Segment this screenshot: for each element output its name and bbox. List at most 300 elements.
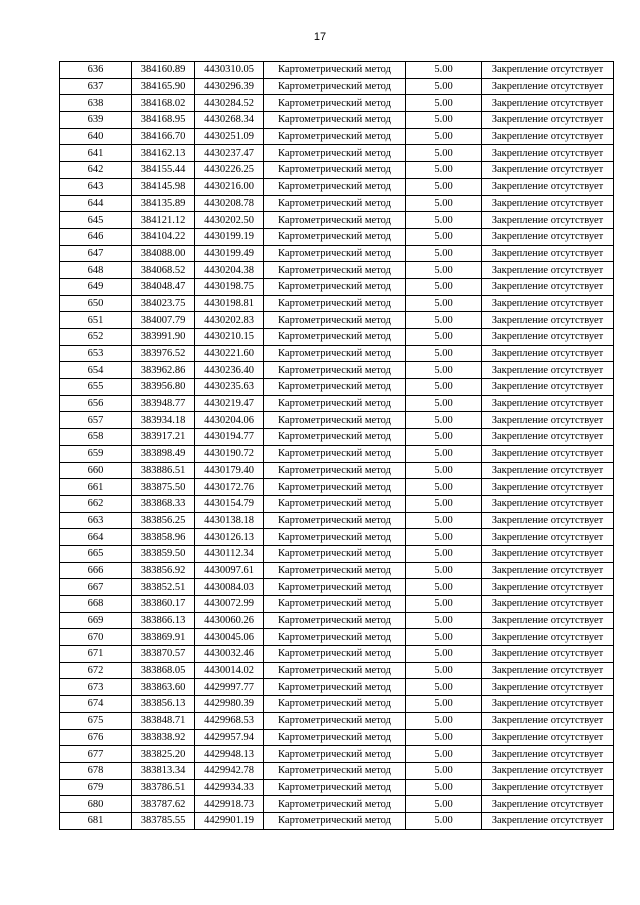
table-row — [60, 662, 614, 679]
method-cell: Картометрический метод — [264, 295, 406, 312]
method-cell: Картометрический метод — [264, 95, 406, 112]
table-row — [60, 212, 614, 229]
point-number-cell: 641 — [60, 145, 132, 162]
x-coordinate-cell: 384088.00 — [132, 245, 195, 262]
y-coordinate-cell: 4430060.26 — [195, 612, 264, 629]
x-coordinate-cell: 383868.33 — [132, 495, 195, 512]
fixation-cell: Закрепление отсутствует — [482, 612, 614, 629]
x-coordinate-cell: 384162.13 — [132, 145, 195, 162]
fixation-cell: Закрепление отсутствует — [482, 262, 614, 279]
fixation-cell: Закрепление отсутствует — [482, 495, 614, 512]
fixation-cell: Закрепление отсутствует — [482, 696, 614, 713]
x-coordinate-cell: 383898.49 — [132, 445, 195, 462]
fixation-cell: Закрепление отсутствует — [482, 545, 614, 562]
point-number-cell: 670 — [60, 629, 132, 646]
x-coordinate-cell: 383917.21 — [132, 429, 195, 446]
y-coordinate-cell: 4430235.63 — [195, 379, 264, 396]
method-cell: Картометрический метод — [264, 629, 406, 646]
fixation-cell: Закрепление отсутствует — [482, 345, 614, 362]
accuracy-cell: 5.00 — [406, 545, 482, 562]
y-coordinate-cell: 4430154.79 — [195, 495, 264, 512]
accuracy-cell: 5.00 — [406, 796, 482, 813]
point-number-cell: 678 — [60, 762, 132, 779]
point-number-cell: 648 — [60, 262, 132, 279]
table-row — [60, 162, 614, 179]
x-coordinate-cell: 383869.91 — [132, 629, 195, 646]
y-coordinate-cell: 4430226.25 — [195, 162, 264, 179]
point-number-cell: 658 — [60, 429, 132, 446]
fixation-cell: Закрепление отсутствует — [482, 679, 614, 696]
table-row — [60, 395, 614, 412]
y-coordinate-cell: 4430310.05 — [195, 62, 264, 79]
y-coordinate-cell: 4430194.77 — [195, 429, 264, 446]
x-coordinate-cell: 383948.77 — [132, 395, 195, 412]
coordinates-table — [59, 61, 614, 830]
x-coordinate-cell: 384166.70 — [132, 128, 195, 145]
point-number-cell: 667 — [60, 579, 132, 596]
x-coordinate-cell: 383886.51 — [132, 462, 195, 479]
method-cell: Картометрический метод — [264, 228, 406, 245]
y-coordinate-cell: 4430204.06 — [195, 412, 264, 429]
method-cell: Картометрический метод — [264, 429, 406, 446]
method-cell: Картометрический метод — [264, 495, 406, 512]
accuracy-cell: 5.00 — [406, 512, 482, 529]
method-cell: Картометрический метод — [264, 312, 406, 329]
x-coordinate-cell: 383934.18 — [132, 412, 195, 429]
method-cell: Картометрический метод — [264, 278, 406, 295]
accuracy-cell: 5.00 — [406, 679, 482, 696]
table-row — [60, 312, 614, 329]
y-coordinate-cell: 4430237.47 — [195, 145, 264, 162]
y-coordinate-cell: 4429948.13 — [195, 746, 264, 763]
point-number-cell: 650 — [60, 295, 132, 312]
fixation-cell: Закрепление отсутствует — [482, 746, 614, 763]
accuracy-cell: 5.00 — [406, 462, 482, 479]
fixation-cell: Закрепление отсутствует — [482, 445, 614, 462]
table-row — [60, 529, 614, 546]
table-row — [60, 495, 614, 512]
point-number-cell: 679 — [60, 779, 132, 796]
method-cell: Картометрический метод — [264, 779, 406, 796]
x-coordinate-cell: 384168.02 — [132, 95, 195, 112]
method-cell: Картометрический метод — [264, 529, 406, 546]
x-coordinate-cell: 384007.79 — [132, 312, 195, 329]
method-cell: Картометрический метод — [264, 662, 406, 679]
x-coordinate-cell: 383875.50 — [132, 479, 195, 496]
accuracy-cell: 5.00 — [406, 245, 482, 262]
y-coordinate-cell: 4430198.75 — [195, 278, 264, 295]
point-number-cell: 657 — [60, 412, 132, 429]
fixation-cell: Закрепление отсутствует — [482, 646, 614, 663]
x-coordinate-cell: 383856.13 — [132, 696, 195, 713]
method-cell: Картометрический метод — [264, 479, 406, 496]
method-cell: Картометрический метод — [264, 379, 406, 396]
y-coordinate-cell: 4429957.94 — [195, 729, 264, 746]
table-row — [60, 95, 614, 112]
method-cell: Картометрический метод — [264, 596, 406, 613]
point-number-cell: 644 — [60, 195, 132, 212]
y-coordinate-cell: 4430198.81 — [195, 295, 264, 312]
x-coordinate-cell: 383856.25 — [132, 512, 195, 529]
table-row — [60, 612, 614, 629]
method-cell: Картометрический метод — [264, 562, 406, 579]
table-row — [60, 462, 614, 479]
point-number-cell: 676 — [60, 729, 132, 746]
y-coordinate-cell: 4430236.40 — [195, 362, 264, 379]
y-coordinate-cell: 4429968.53 — [195, 712, 264, 729]
method-cell: Картометрический метод — [264, 545, 406, 562]
table-row — [60, 195, 614, 212]
table-row — [60, 629, 614, 646]
x-coordinate-cell: 383856.92 — [132, 562, 195, 579]
point-number-cell: 668 — [60, 596, 132, 613]
x-coordinate-cell: 383863.60 — [132, 679, 195, 696]
fixation-cell: Закрепление отсутствует — [482, 278, 614, 295]
y-coordinate-cell: 4430208.78 — [195, 195, 264, 212]
point-number-cell: 640 — [60, 128, 132, 145]
fixation-cell: Закрепление отсутствует — [482, 112, 614, 129]
accuracy-cell: 5.00 — [406, 345, 482, 362]
accuracy-cell: 5.00 — [406, 445, 482, 462]
table-row — [60, 245, 614, 262]
y-coordinate-cell: 4430172.76 — [195, 479, 264, 496]
y-coordinate-cell: 4430216.00 — [195, 178, 264, 195]
x-coordinate-cell: 384165.90 — [132, 78, 195, 95]
method-cell: Картометрический метод — [264, 195, 406, 212]
x-coordinate-cell: 383868.05 — [132, 662, 195, 679]
y-coordinate-cell: 4430221.60 — [195, 345, 264, 362]
point-number-cell: 681 — [60, 812, 132, 829]
accuracy-cell: 5.00 — [406, 195, 482, 212]
y-coordinate-cell: 4430032.46 — [195, 646, 264, 663]
fixation-cell: Закрепление отсутствует — [482, 62, 614, 79]
point-number-cell: 677 — [60, 746, 132, 763]
method-cell: Картометрический метод — [264, 112, 406, 129]
accuracy-cell: 5.00 — [406, 479, 482, 496]
fixation-cell: Закрепление отсутствует — [482, 662, 614, 679]
method-cell: Картометрический метод — [264, 445, 406, 462]
x-coordinate-cell: 383956.80 — [132, 379, 195, 396]
table-row — [60, 62, 614, 79]
y-coordinate-cell: 4430219.47 — [195, 395, 264, 412]
accuracy-cell: 5.00 — [406, 712, 482, 729]
method-cell: Картометрический метод — [264, 579, 406, 596]
fixation-cell: Закрепление отсутствует — [482, 379, 614, 396]
point-number-cell: 671 — [60, 646, 132, 663]
point-number-cell: 646 — [60, 228, 132, 245]
x-coordinate-cell: 384104.22 — [132, 228, 195, 245]
y-coordinate-cell: 4430251.09 — [195, 128, 264, 145]
fixation-cell: Закрепление отсутствует — [482, 562, 614, 579]
x-coordinate-cell: 384135.89 — [132, 195, 195, 212]
x-coordinate-cell: 384048.47 — [132, 278, 195, 295]
table-row — [60, 128, 614, 145]
table-row — [60, 646, 614, 663]
fixation-cell: Закрепление отсутствует — [482, 195, 614, 212]
accuracy-cell: 5.00 — [406, 262, 482, 279]
table-row — [60, 712, 614, 729]
method-cell: Картометрический метод — [264, 245, 406, 262]
x-coordinate-cell: 383848.71 — [132, 712, 195, 729]
fixation-cell: Закрепление отсутствует — [482, 312, 614, 329]
method-cell: Картометрический метод — [264, 262, 406, 279]
y-coordinate-cell: 4429918.73 — [195, 796, 264, 813]
x-coordinate-cell: 383870.57 — [132, 646, 195, 663]
x-coordinate-cell: 383785.55 — [132, 812, 195, 829]
point-number-cell: 654 — [60, 362, 132, 379]
accuracy-cell: 5.00 — [406, 579, 482, 596]
point-number-cell: 673 — [60, 679, 132, 696]
method-cell: Картометрический метод — [264, 395, 406, 412]
point-number-cell: 636 — [60, 62, 132, 79]
method-cell: Картометрический метод — [264, 345, 406, 362]
table-row — [60, 329, 614, 346]
fixation-cell: Закрепление отсутствует — [482, 762, 614, 779]
fixation-cell: Закрепление отсутствует — [482, 128, 614, 145]
x-coordinate-cell: 383859.50 — [132, 545, 195, 562]
fixation-cell: Закрепление отсутствует — [482, 178, 614, 195]
fixation-cell: Закрепление отсутствует — [482, 95, 614, 112]
method-cell: Картометрический метод — [264, 78, 406, 95]
point-number-cell: 661 — [60, 479, 132, 496]
point-number-cell: 649 — [60, 278, 132, 295]
table-row — [60, 178, 614, 195]
x-coordinate-cell: 384160.89 — [132, 62, 195, 79]
point-number-cell: 680 — [60, 796, 132, 813]
y-coordinate-cell: 4430199.49 — [195, 245, 264, 262]
accuracy-cell: 5.00 — [406, 145, 482, 162]
y-coordinate-cell: 4430072.99 — [195, 596, 264, 613]
method-cell: Картометрический метод — [264, 746, 406, 763]
method-cell: Картометрический метод — [264, 679, 406, 696]
coordinates-table-body — [60, 62, 614, 830]
accuracy-cell: 5.00 — [406, 78, 482, 95]
table-row — [60, 746, 614, 763]
method-cell: Картометрический метод — [264, 412, 406, 429]
accuracy-cell: 5.00 — [406, 662, 482, 679]
table-row — [60, 696, 614, 713]
x-coordinate-cell: 383787.62 — [132, 796, 195, 813]
table-row — [60, 812, 614, 829]
x-coordinate-cell: 384145.98 — [132, 178, 195, 195]
table-row — [60, 379, 614, 396]
fixation-cell: Закрепление отсутствует — [482, 145, 614, 162]
method-cell: Картометрический метод — [264, 212, 406, 229]
table-row — [60, 729, 614, 746]
accuracy-cell: 5.00 — [406, 128, 482, 145]
accuracy-cell: 5.00 — [406, 112, 482, 129]
y-coordinate-cell: 4430296.39 — [195, 78, 264, 95]
y-coordinate-cell: 4430179.40 — [195, 462, 264, 479]
x-coordinate-cell: 383962.86 — [132, 362, 195, 379]
y-coordinate-cell: 4430268.34 — [195, 112, 264, 129]
point-number-cell: 656 — [60, 395, 132, 412]
y-coordinate-cell: 4430190.72 — [195, 445, 264, 462]
accuracy-cell: 5.00 — [406, 295, 482, 312]
table-row — [60, 579, 614, 596]
point-number-cell: 675 — [60, 712, 132, 729]
fixation-cell: Закрепление отсутствует — [482, 429, 614, 446]
fixation-cell: Закрепление отсутствует — [482, 212, 614, 229]
method-cell: Картометрический метод — [264, 696, 406, 713]
y-coordinate-cell: 4430126.13 — [195, 529, 264, 546]
x-coordinate-cell: 384023.75 — [132, 295, 195, 312]
accuracy-cell: 5.00 — [406, 395, 482, 412]
method-cell: Картометрический метод — [264, 512, 406, 529]
point-number-cell: 665 — [60, 545, 132, 562]
fixation-cell: Закрепление отсутствует — [482, 295, 614, 312]
accuracy-cell: 5.00 — [406, 779, 482, 796]
y-coordinate-cell: 4430014.02 — [195, 662, 264, 679]
table-row — [60, 545, 614, 562]
accuracy-cell: 5.00 — [406, 746, 482, 763]
accuracy-cell: 5.00 — [406, 629, 482, 646]
accuracy-cell: 5.00 — [406, 495, 482, 512]
y-coordinate-cell: 4430199.19 — [195, 228, 264, 245]
x-coordinate-cell: 383813.34 — [132, 762, 195, 779]
table-row — [60, 445, 614, 462]
fixation-cell: Закрепление отсутствует — [482, 329, 614, 346]
accuracy-cell: 5.00 — [406, 228, 482, 245]
accuracy-cell: 5.00 — [406, 412, 482, 429]
table-row — [60, 112, 614, 129]
method-cell: Картометрический метод — [264, 362, 406, 379]
accuracy-cell: 5.00 — [406, 762, 482, 779]
fixation-cell: Закрепление отсутствует — [482, 596, 614, 613]
fixation-cell: Закрепление отсутствует — [482, 512, 614, 529]
point-number-cell: 651 — [60, 312, 132, 329]
accuracy-cell: 5.00 — [406, 178, 482, 195]
table-row — [60, 796, 614, 813]
point-number-cell: 637 — [60, 78, 132, 95]
table-row — [60, 679, 614, 696]
accuracy-cell: 5.00 — [406, 278, 482, 295]
table-row — [60, 762, 614, 779]
accuracy-cell: 5.00 — [406, 362, 482, 379]
point-number-cell: 652 — [60, 329, 132, 346]
y-coordinate-cell: 4430204.38 — [195, 262, 264, 279]
accuracy-cell: 5.00 — [406, 812, 482, 829]
x-coordinate-cell: 383976.52 — [132, 345, 195, 362]
accuracy-cell: 5.00 — [406, 312, 482, 329]
point-number-cell: 660 — [60, 462, 132, 479]
method-cell: Картометрический метод — [264, 329, 406, 346]
point-number-cell: 647 — [60, 245, 132, 262]
fixation-cell: Закрепление отсутствует — [482, 729, 614, 746]
table-row — [60, 596, 614, 613]
fixation-cell: Закрепление отсутствует — [482, 712, 614, 729]
point-number-cell: 669 — [60, 612, 132, 629]
y-coordinate-cell: 4430112.34 — [195, 545, 264, 562]
accuracy-cell: 5.00 — [406, 429, 482, 446]
fixation-cell: Закрепление отсутствует — [482, 779, 614, 796]
accuracy-cell: 5.00 — [406, 95, 482, 112]
y-coordinate-cell: 4429942.78 — [195, 762, 264, 779]
x-coordinate-cell: 384121.12 — [132, 212, 195, 229]
y-coordinate-cell: 4430138.18 — [195, 512, 264, 529]
method-cell: Картометрический метод — [264, 612, 406, 629]
x-coordinate-cell: 383825.20 — [132, 746, 195, 763]
accuracy-cell: 5.00 — [406, 62, 482, 79]
method-cell: Картометрический метод — [264, 178, 406, 195]
table-row — [60, 429, 614, 446]
fixation-cell: Закрепление отсутствует — [482, 412, 614, 429]
x-coordinate-cell: 383991.90 — [132, 329, 195, 346]
point-number-cell: 672 — [60, 662, 132, 679]
fixation-cell: Закрепление отсутствует — [482, 162, 614, 179]
method-cell: Картометрический метод — [264, 128, 406, 145]
fixation-cell: Закрепление отсутствует — [482, 479, 614, 496]
accuracy-cell: 5.00 — [406, 562, 482, 579]
x-coordinate-cell: 383858.96 — [132, 529, 195, 546]
fixation-cell: Закрепление отсутствует — [482, 629, 614, 646]
table-row — [60, 345, 614, 362]
table-row — [60, 278, 614, 295]
table-row — [60, 262, 614, 279]
y-coordinate-cell: 4430210.15 — [195, 329, 264, 346]
point-number-cell: 638 — [60, 95, 132, 112]
x-coordinate-cell: 384155.44 — [132, 162, 195, 179]
fixation-cell: Закрепление отсутствует — [482, 78, 614, 95]
accuracy-cell: 5.00 — [406, 329, 482, 346]
x-coordinate-cell: 383852.51 — [132, 579, 195, 596]
method-cell: Картометрический метод — [264, 145, 406, 162]
table-row — [60, 479, 614, 496]
table-row — [60, 512, 614, 529]
method-cell: Картометрический метод — [264, 62, 406, 79]
point-number-cell: 645 — [60, 212, 132, 229]
table-row — [60, 228, 614, 245]
table-row — [60, 562, 614, 579]
y-coordinate-cell: 4430202.50 — [195, 212, 264, 229]
fixation-cell: Закрепление отсутствует — [482, 796, 614, 813]
accuracy-cell: 5.00 — [406, 646, 482, 663]
point-number-cell: 643 — [60, 178, 132, 195]
fixation-cell: Закрепление отсутствует — [482, 462, 614, 479]
point-number-cell: 639 — [60, 112, 132, 129]
accuracy-cell: 5.00 — [406, 212, 482, 229]
method-cell: Картометрический метод — [264, 812, 406, 829]
method-cell: Картометрический метод — [264, 729, 406, 746]
accuracy-cell: 5.00 — [406, 529, 482, 546]
fixation-cell: Закрепление отсутствует — [482, 529, 614, 546]
method-cell: Картометрический метод — [264, 646, 406, 663]
point-number-cell: 659 — [60, 445, 132, 462]
page-number: 17 — [313, 31, 327, 43]
fixation-cell: Закрепление отсутствует — [482, 228, 614, 245]
fixation-cell: Закрепление отсутствует — [482, 395, 614, 412]
method-cell: Картометрический метод — [264, 462, 406, 479]
point-number-cell: 674 — [60, 696, 132, 713]
accuracy-cell: 5.00 — [406, 596, 482, 613]
fixation-cell: Закрепление отсутствует — [482, 245, 614, 262]
x-coordinate-cell: 384168.95 — [132, 112, 195, 129]
y-coordinate-cell: 4430084.03 — [195, 579, 264, 596]
table-row — [60, 145, 614, 162]
table-row — [60, 412, 614, 429]
y-coordinate-cell: 4430045.06 — [195, 629, 264, 646]
y-coordinate-cell: 4429980.39 — [195, 696, 264, 713]
table-row — [60, 779, 614, 796]
y-coordinate-cell: 4429997.77 — [195, 679, 264, 696]
y-coordinate-cell: 4430097.61 — [195, 562, 264, 579]
point-number-cell: 664 — [60, 529, 132, 546]
point-number-cell: 642 — [60, 162, 132, 179]
accuracy-cell: 5.00 — [406, 696, 482, 713]
point-number-cell: 662 — [60, 495, 132, 512]
fixation-cell: Закрепление отсутствует — [482, 812, 614, 829]
x-coordinate-cell: 384068.52 — [132, 262, 195, 279]
